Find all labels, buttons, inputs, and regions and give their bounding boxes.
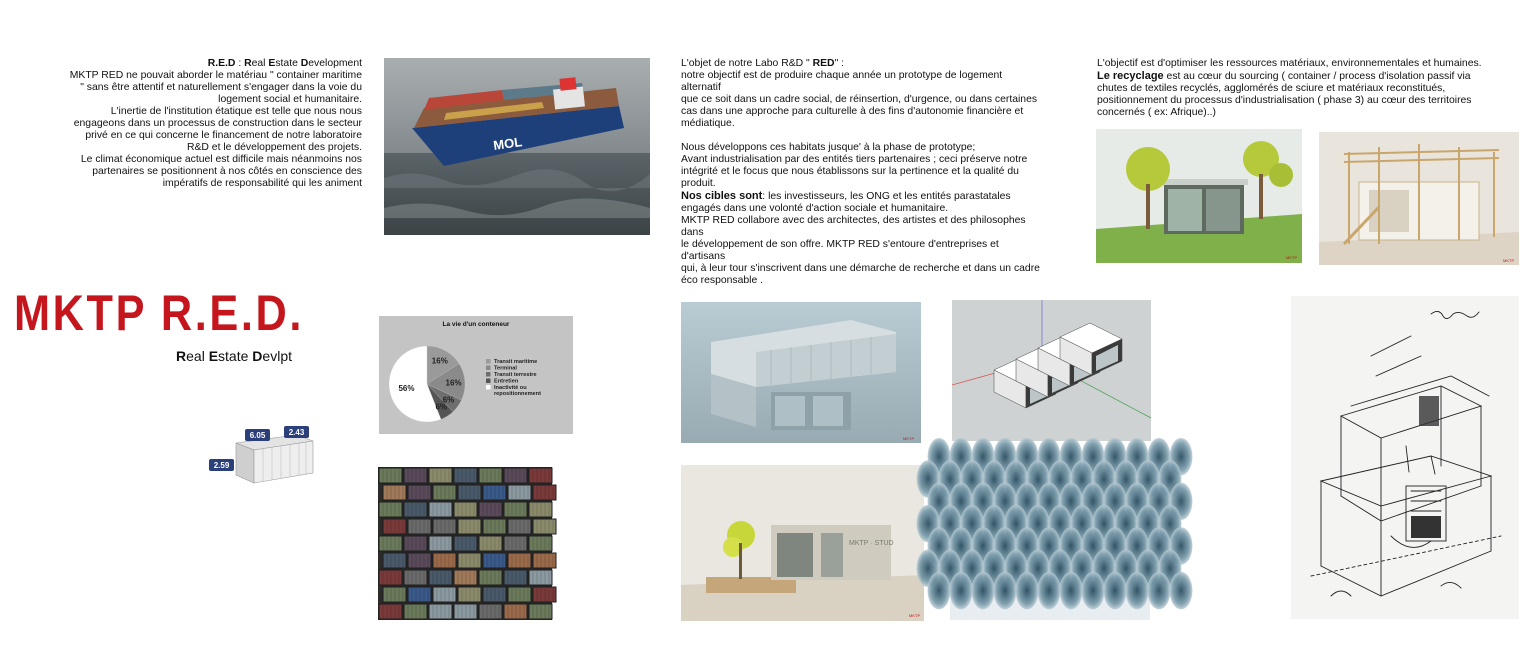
text-line: concernés ( ex: Afrique)..)	[1097, 107, 1216, 118]
text-line: L'objectif est d'optimiser les ressources matériaux, environnementales et humaines.	[1097, 58, 1482, 69]
text-line: chutes de textiles recyclés, agglomérés de sciure et matériaux reconstitués,	[1097, 83, 1446, 94]
text-line: " sans être attentif et naturellement s'engager dans la voie du	[80, 82, 362, 93]
pie-value-label: 16%	[445, 378, 462, 388]
text-line: Le climat économique actuel est difficile mais néanmoins nos	[80, 154, 362, 165]
ship-photo	[384, 58, 650, 235]
text-line: le développement de son offre. MKTP RED s'entoure d'entreprises et d'artisans	[681, 239, 999, 262]
logo-subtitle: Real Estate Devlpt	[176, 348, 292, 364]
text-line: engageons dans un processus de construction dans le secteur	[73, 118, 362, 129]
ship-hull-text: MOL	[492, 134, 524, 153]
honeycomb-texture	[950, 479, 1150, 620]
text-line: privé en ce qui concerne le financement de notre laboratoire	[85, 130, 362, 141]
mktp-tag: MKTP	[909, 613, 921, 618]
text-line: MKTP RED ne pouvait aborder le matériau " container maritime	[69, 70, 362, 81]
text-line: logement social et humanitaire.	[218, 94, 362, 105]
text-line: produit.	[681, 178, 716, 189]
dim-height-label: 2.59	[213, 461, 230, 470]
dim-width-label: 2.43	[288, 428, 305, 437]
text-line: L'inertie de l'institution étatique est telle que nous nous	[110, 106, 362, 117]
text-line: impératifs de responsabilité qui les animent	[162, 178, 362, 189]
red-intro-heading: R.E.D : Real Estate Development	[207, 58, 362, 69]
legend-swatch	[486, 359, 491, 364]
mktp-tag: MKTP	[903, 436, 915, 441]
pie-value-label: 56%	[398, 383, 415, 393]
text-line: intégrité et le focus que nous établissons sur la pertinence et la qualité du	[681, 166, 1019, 177]
architectural-sketch	[1291, 296, 1519, 619]
text-line: Avant industrialisation par des entités tiers partenaires ; ceci préserve notre	[681, 154, 1028, 165]
chart-legend	[486, 359, 541, 397]
legend-label: Entretien	[494, 378, 519, 385]
text-line: notre objectif est de produire chaque année un prototype de logement alternatif	[681, 70, 1003, 93]
text-line: cas dans une approche para culturelle à des fins d'autonomie financière et	[681, 106, 1024, 117]
recyclage-line: Le recyclage est au cœur du sourcing ( container / process d'isolation passif via	[1097, 70, 1471, 82]
red-intro-text	[66, 58, 362, 190]
legend-label: Transit terrestre	[494, 372, 537, 378]
text-line: engagés dans une volonté d'action sociale et humanitaire.	[681, 203, 949, 214]
render-3d-modules	[952, 300, 1151, 441]
optim-text	[1097, 58, 1482, 119]
text-line: éco responsable .	[681, 275, 764, 286]
legend-swatch	[486, 372, 491, 377]
stacked-containers-photo	[378, 467, 552, 620]
render-wooden-frame	[1319, 132, 1519, 265]
text-line: qui, à leur tour s'inscrivent dans une démarche de recherche et dans un cadre	[681, 263, 1040, 274]
chart-title: La vie d'un conteneur	[442, 321, 510, 328]
logo	[14, 285, 314, 341]
photo-model-house	[681, 465, 924, 621]
text-line: médiatique.	[681, 118, 735, 129]
legend-label: Transit maritime	[494, 359, 538, 365]
objet-heading: L'objet de notre Labo R&D " RED" :	[681, 58, 845, 69]
legend-label: repositionnement	[494, 391, 541, 397]
pie-chart	[379, 316, 573, 434]
pie-value-label: 6%	[442, 395, 455, 405]
model-sign: MKTP · STUD	[849, 540, 894, 547]
text-line: R&D et le développement des projets.	[186, 142, 362, 153]
cibles-line: Nos cibles sont: les investisseurs, les ONG et les entités parastatales	[681, 190, 1011, 202]
legend-label: Inactivité ou	[494, 385, 527, 391]
text-line: Nous développons ces habitats jusque' à la phase de prototype;	[681, 142, 976, 153]
legend-swatch	[486, 379, 491, 384]
render-modular-building	[681, 302, 921, 443]
text-line: partenaires se positionnent à nos côtés en conscience des	[92, 166, 362, 177]
legend-label: Terminal	[494, 365, 517, 372]
mktp-tag: MKTP	[1286, 255, 1298, 260]
text-line: MKTP RED collabore avec des architectes, des artistes et des philosophes dans	[681, 215, 1026, 238]
render-house-trees	[1096, 129, 1302, 263]
pie-value-label: 6%	[435, 402, 448, 412]
legend-swatch	[486, 366, 491, 371]
dim-length-label: 6.05	[249, 431, 266, 440]
pie-value-label: 16%	[431, 356, 448, 366]
logo-text: MKTP R.E.D.	[14, 285, 304, 341]
text-line: positionnement du processus d'industrialisation ( phase 3) au cœur des territoires	[1097, 95, 1472, 106]
legend-swatch	[486, 385, 491, 390]
container-dimensions	[208, 425, 328, 487]
objet-text	[681, 58, 1041, 287]
mktp-tag: MKTP	[1503, 258, 1515, 263]
text-line: que ce soit dans un cadre social, de réinsertion, d'urgence, ou dans certaines	[681, 94, 1038, 105]
